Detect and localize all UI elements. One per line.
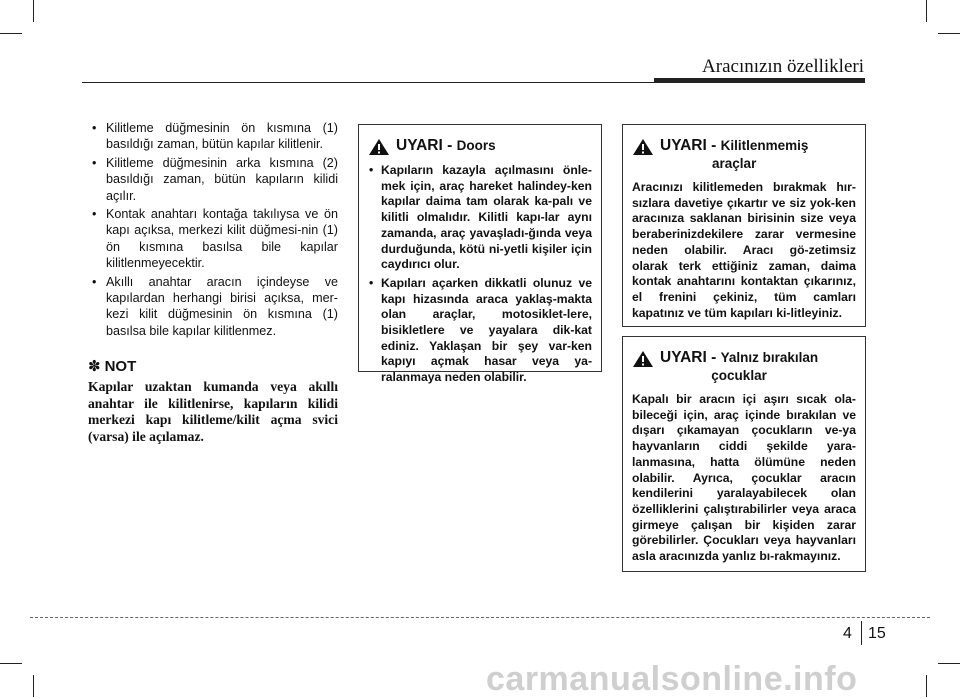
- warning-subtitle: Yalnız bırakılan: [720, 350, 819, 365]
- list-item: • Kilitleme düğmesinin ön kısmına (1) basıldığı zaman, bütün kapılar kilitlenir.: [88, 120, 338, 153]
- warning-box-children: [622, 336, 866, 572]
- warning-label: UYARI -: [660, 137, 717, 154]
- note-text: Kapılar uzaktan kumanda veya akıllı anahtar ile kilitlenirse, kapıların kilidi merkezi kapı kilitleme/kilit açma svici (varsa) ile açılamaz.: [88, 379, 338, 444]
- crop-mark: [926, 675, 927, 697]
- warning-subtitle-line2: araçlar: [712, 156, 757, 171]
- crop-mark: [926, 0, 927, 22]
- warning-subtitle-line2: çocuklar: [711, 368, 767, 383]
- crop-mark: [938, 33, 960, 34]
- warning-title: [632, 349, 856, 385]
- page-number: 15: [868, 625, 886, 642]
- note-icon: ✽: [88, 358, 101, 376]
- chapter-number: 4: [843, 625, 852, 642]
- warning-body: [368, 163, 592, 386]
- list-item: • Kontak anahtarı kontağa takılıysa ve ön kapı açıksa, merkezi kilit düğmesi-nin (1) ön kısmına basılsa bile kapılar kilitlenmeyecektir.: [88, 206, 338, 272]
- list-item: • Kilitleme düğmesinin arka kısmına (2) basıldığı zaman, bütün kapıların kilidi açılır.: [88, 155, 338, 204]
- warning-triangle-icon: [632, 138, 654, 156]
- warning-body: Kapalı bir aracın içi aşırı sıcak ola-bileceği için, araç içinde bırakılan ve dışarı çıkamayan çocukların ve-ya hayvanların ciddi şekilde yara-lanmasına, hatta ölümüne neden olabilir. Ayrıca, çocuklar aracın kendilerini yaralayabilecek olan özelliklerini çalıştırabilirler veya araca girmeye çalışan bir kişiden zarar görebilirler. Çocukları veya hayvanları asla aracınızda yanlız bı-rakmayınız.: [632, 392, 856, 564]
- crop-mark: [0, 663, 22, 664]
- note-label: NOT: [104, 357, 137, 375]
- crop-mark: [0, 33, 22, 34]
- note-heading: [88, 357, 338, 375]
- warning-subtitle: Kilitlenmemiş: [720, 138, 809, 153]
- warning-body: Aracınızı kilitlemeden bırakmak hır-sızlara davetiye çıkartır ve siz yok-ken aracınıza saklanan birisinin size veya beraberinizdekilere zarar vermesine neden olabilir. Aracı gö-zetimsiz olarak terk ettiğiniz zaman, daima kontak anahtarını kontaktan çıkarınız, el frenini çekiniz, tüm camları kapatınız ve tüm kapıları ki-litleyiniz.: [632, 180, 856, 320]
- list-item: • Kapıların kazayla açılmasını önle-mek için, araç hareket halindey-ken kapılar daima tam olarak ka-palı ve kilitli olmalıdır. Kilitli kapı-lar aynı zamanda, araç yavaşladı-ğında veya durduğunda, kötü ni-yetli kişiler için caydırıcı olur.: [368, 163, 592, 273]
- header-accent-bar: [654, 78, 865, 83]
- crop-mark: [938, 663, 960, 664]
- warning-title: [632, 137, 856, 173]
- footer-divider: [30, 617, 930, 618]
- warning-triangle-icon: [632, 350, 654, 368]
- warning-subtitle: Doors: [456, 138, 496, 153]
- warning-box-doors: [358, 124, 602, 385]
- warning-label: UYARI -: [396, 137, 453, 154]
- warning-triangle-icon: [368, 138, 390, 156]
- crop-mark: [33, 0, 34, 22]
- instruction-list: [88, 120, 338, 339]
- left-column: [88, 120, 338, 445]
- list-item: • Kapıları açarken dikkatli olunuz ve kapı hizasında araca yaklaş-makta olan araçlar, motosiklet-lere, bisikletlere ve yayalara dik-kat ediniz. Yaklaşan bir şey var-ken kapıyı açmak hasar veya ya-ralanmaya neden olabilir.: [368, 276, 592, 386]
- section-title: Aracınızın özellikleri: [702, 56, 864, 77]
- page-number-divider: [861, 621, 862, 645]
- warning-title: [368, 137, 592, 156]
- list-item: • Akıllı anahtar aracın içindeyse ve kapılardan herhangi birisi açıksa, mer-kezi kilit düğmesinin ön kısmına (1) basılsa bile kapılar kilitlenmez.: [88, 274, 338, 340]
- crop-mark: [33, 675, 34, 697]
- warning-label: UYARI -: [660, 349, 717, 366]
- watermark: carmanualsonline.info: [486, 660, 858, 698]
- warning-box-unlocked-vehicles: [622, 124, 866, 327]
